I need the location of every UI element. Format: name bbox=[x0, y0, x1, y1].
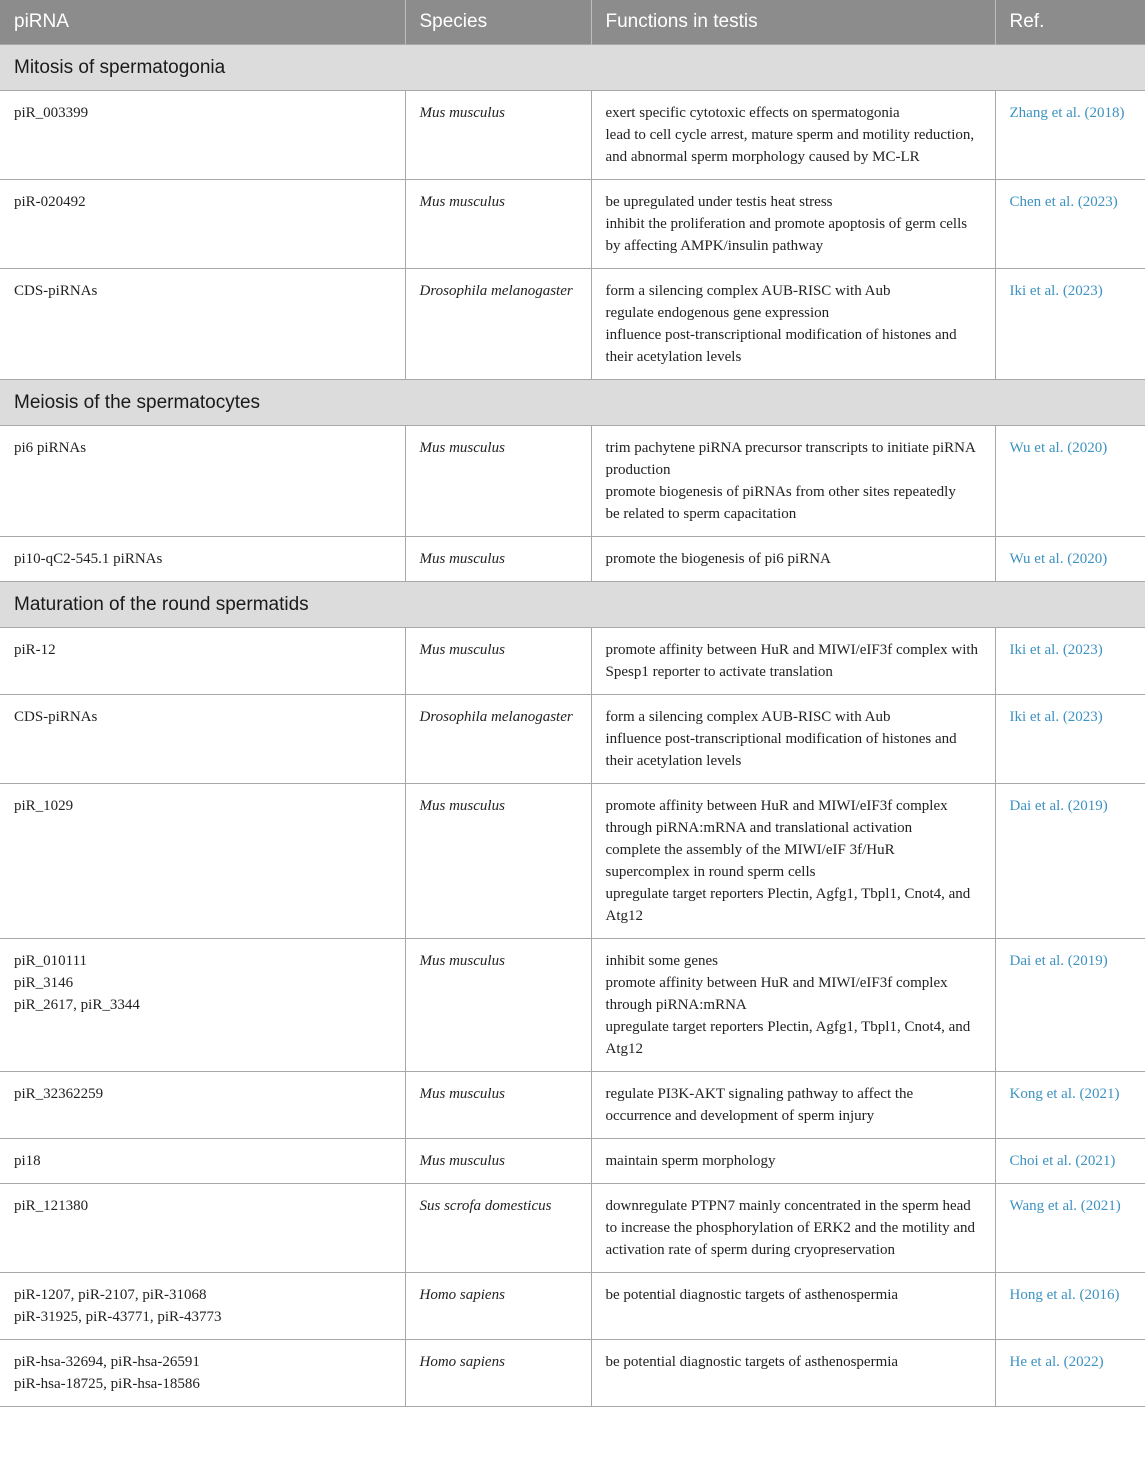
header-functions: Functions in testis bbox=[591, 0, 995, 45]
functions-cell: form a silencing complex AUB-RISC with Aub regulate endogenous gene expression influence post-transcriptional modification of histones and their acetylation levels bbox=[591, 269, 995, 380]
pirna-cell: piR-020492 bbox=[0, 180, 405, 269]
section-title: Meiosis of the spermatocytes bbox=[0, 380, 1145, 426]
functions-cell: exert specific cytotoxic effects on spermatogonia lead to cell cycle arrest, mature sperm and motility reduction, and abnormal sperm morphology caused by MC-LR bbox=[591, 91, 995, 180]
functions-cell: form a silencing complex AUB-RISC with Aub influence post-transcriptional modification of histones and their acetylation levels bbox=[591, 695, 995, 784]
ref-link[interactable]: Wang et al. (2021) bbox=[995, 1184, 1145, 1273]
table-row bbox=[0, 784, 1145, 939]
species-cell: Mus musculus bbox=[405, 426, 591, 537]
ref-link[interactable]: Choi et al. (2021) bbox=[995, 1139, 1145, 1184]
table-row bbox=[0, 695, 1145, 784]
table-row bbox=[0, 180, 1145, 269]
ref-link[interactable]: Iki et al. (2023) bbox=[995, 628, 1145, 695]
functions-cell: be potential diagnostic targets of asthenospermia bbox=[591, 1273, 995, 1340]
ref-link[interactable]: Wu et al. (2020) bbox=[995, 426, 1145, 537]
pirna-cell: piR_121380 bbox=[0, 1184, 405, 1273]
table-row bbox=[0, 1184, 1145, 1273]
functions-cell: be upregulated under testis heat stress inhibit the proliferation and promote apoptosis of germ cells by affecting AMPK/insulin pathway bbox=[591, 180, 995, 269]
functions-cell: inhibit some genes promote affinity between HuR and MIWI/eIF3f complex through piRNA:mRNA upregulate target reporters Plectin, Agfg1, Tbpl1, Cnot4, and Atg12 bbox=[591, 939, 995, 1072]
section-row bbox=[0, 380, 1145, 426]
functions-cell: promote affinity between HuR and MIWI/eIF3f complex through piRNA:mRNA and translational activation complete the assembly of the MIWI/eIF 3f/HuR supercomplex in round sperm cells upregulate target reporters Plectin, Agfg1, Tbpl1, Cnot4, and Atg12 bbox=[591, 784, 995, 939]
species-cell: Mus musculus bbox=[405, 537, 591, 582]
pirna-cell: piR_32362259 bbox=[0, 1072, 405, 1139]
ref-link[interactable]: Dai et al. (2019) bbox=[995, 784, 1145, 939]
species-cell: Sus scrofa domesticus bbox=[405, 1184, 591, 1273]
pirna-cell: pi6 piRNAs bbox=[0, 426, 405, 537]
table-row bbox=[0, 426, 1145, 537]
header-row bbox=[0, 0, 1145, 45]
ref-link[interactable]: Kong et al. (2021) bbox=[995, 1072, 1145, 1139]
species-cell: Mus musculus bbox=[405, 784, 591, 939]
table-row bbox=[0, 1139, 1145, 1184]
pirna-cell: piR_010111 piR_3146 piR_2617, piR_3344 bbox=[0, 939, 405, 1072]
ref-link[interactable]: Iki et al. (2023) bbox=[995, 269, 1145, 380]
species-cell: Mus musculus bbox=[405, 180, 591, 269]
table-row bbox=[0, 1072, 1145, 1139]
functions-cell: regulate PI3K-AKT signaling pathway to affect the occurrence and development of sperm injury bbox=[591, 1072, 995, 1139]
section-title: Mitosis of spermatogonia bbox=[0, 45, 1145, 91]
functions-cell: trim pachytene piRNA precursor transcripts to initiate piRNA production promote biogenesis of piRNAs from other sites repeatedly be related to sperm capacitation bbox=[591, 426, 995, 537]
section-title: Maturation of the round spermatids bbox=[0, 582, 1145, 628]
ref-link[interactable]: Wu et al. (2020) bbox=[995, 537, 1145, 582]
species-cell: Drosophila melanogaster bbox=[405, 695, 591, 784]
pirna-cell: piR-hsa-32694, piR-hsa-26591 piR-hsa-18725, piR-hsa-18586 bbox=[0, 1340, 405, 1407]
functions-cell: maintain sperm morphology bbox=[591, 1139, 995, 1184]
table-row bbox=[0, 269, 1145, 380]
species-cell: Mus musculus bbox=[405, 939, 591, 1072]
pirna-cell: piR-1207, piR-2107, piR-31068 piR-31925, piR-43771, piR-43773 bbox=[0, 1273, 405, 1340]
species-cell: Homo sapiens bbox=[405, 1340, 591, 1407]
table-row bbox=[0, 1340, 1145, 1407]
pirna-cell: CDS-piRNAs bbox=[0, 269, 405, 380]
table-row bbox=[0, 939, 1145, 1072]
header-species: Species bbox=[405, 0, 591, 45]
pirna-cell: piR_003399 bbox=[0, 91, 405, 180]
header-ref: Ref. bbox=[995, 0, 1145, 45]
pirna-cell: piR-12 bbox=[0, 628, 405, 695]
functions-cell: be potential diagnostic targets of asthenospermia bbox=[591, 1340, 995, 1407]
table-row bbox=[0, 628, 1145, 695]
ref-link[interactable]: Dai et al. (2019) bbox=[995, 939, 1145, 1072]
table-row bbox=[0, 91, 1145, 180]
pirna-cell: pi10-qC2-545.1 piRNAs bbox=[0, 537, 405, 582]
functions-cell: downregulate PTPN7 mainly concentrated in the sperm head to increase the phosphorylation of ERK2 and the motility and activation rate of sperm during cryopreservation bbox=[591, 1184, 995, 1273]
pirna-cell: pi18 bbox=[0, 1139, 405, 1184]
section-row bbox=[0, 45, 1145, 91]
functions-cell: promote affinity between HuR and MIWI/eIF3f complex with Spesp1 reporter to activate translation bbox=[591, 628, 995, 695]
ref-link[interactable]: Hong et al. (2016) bbox=[995, 1273, 1145, 1340]
species-cell: Mus musculus bbox=[405, 628, 591, 695]
header-pirna: piRNA bbox=[0, 0, 405, 45]
species-cell: Mus musculus bbox=[405, 1139, 591, 1184]
species-cell: Homo sapiens bbox=[405, 1273, 591, 1340]
functions-cell: promote the biogenesis of pi6 piRNA bbox=[591, 537, 995, 582]
ref-link[interactable]: Iki et al. (2023) bbox=[995, 695, 1145, 784]
species-cell: Drosophila melanogaster bbox=[405, 269, 591, 380]
pirna-cell: CDS-piRNAs bbox=[0, 695, 405, 784]
ref-link[interactable]: Zhang et al. (2018) bbox=[995, 91, 1145, 180]
table-row bbox=[0, 537, 1145, 582]
species-cell: Mus musculus bbox=[405, 91, 591, 180]
table-row bbox=[0, 1273, 1145, 1340]
ref-link[interactable]: Chen et al. (2023) bbox=[995, 180, 1145, 269]
pirna-cell: piR_1029 bbox=[0, 784, 405, 939]
ref-link[interactable]: He et al. (2022) bbox=[995, 1340, 1145, 1407]
section-row bbox=[0, 582, 1145, 628]
species-cell: Mus musculus bbox=[405, 1072, 591, 1139]
